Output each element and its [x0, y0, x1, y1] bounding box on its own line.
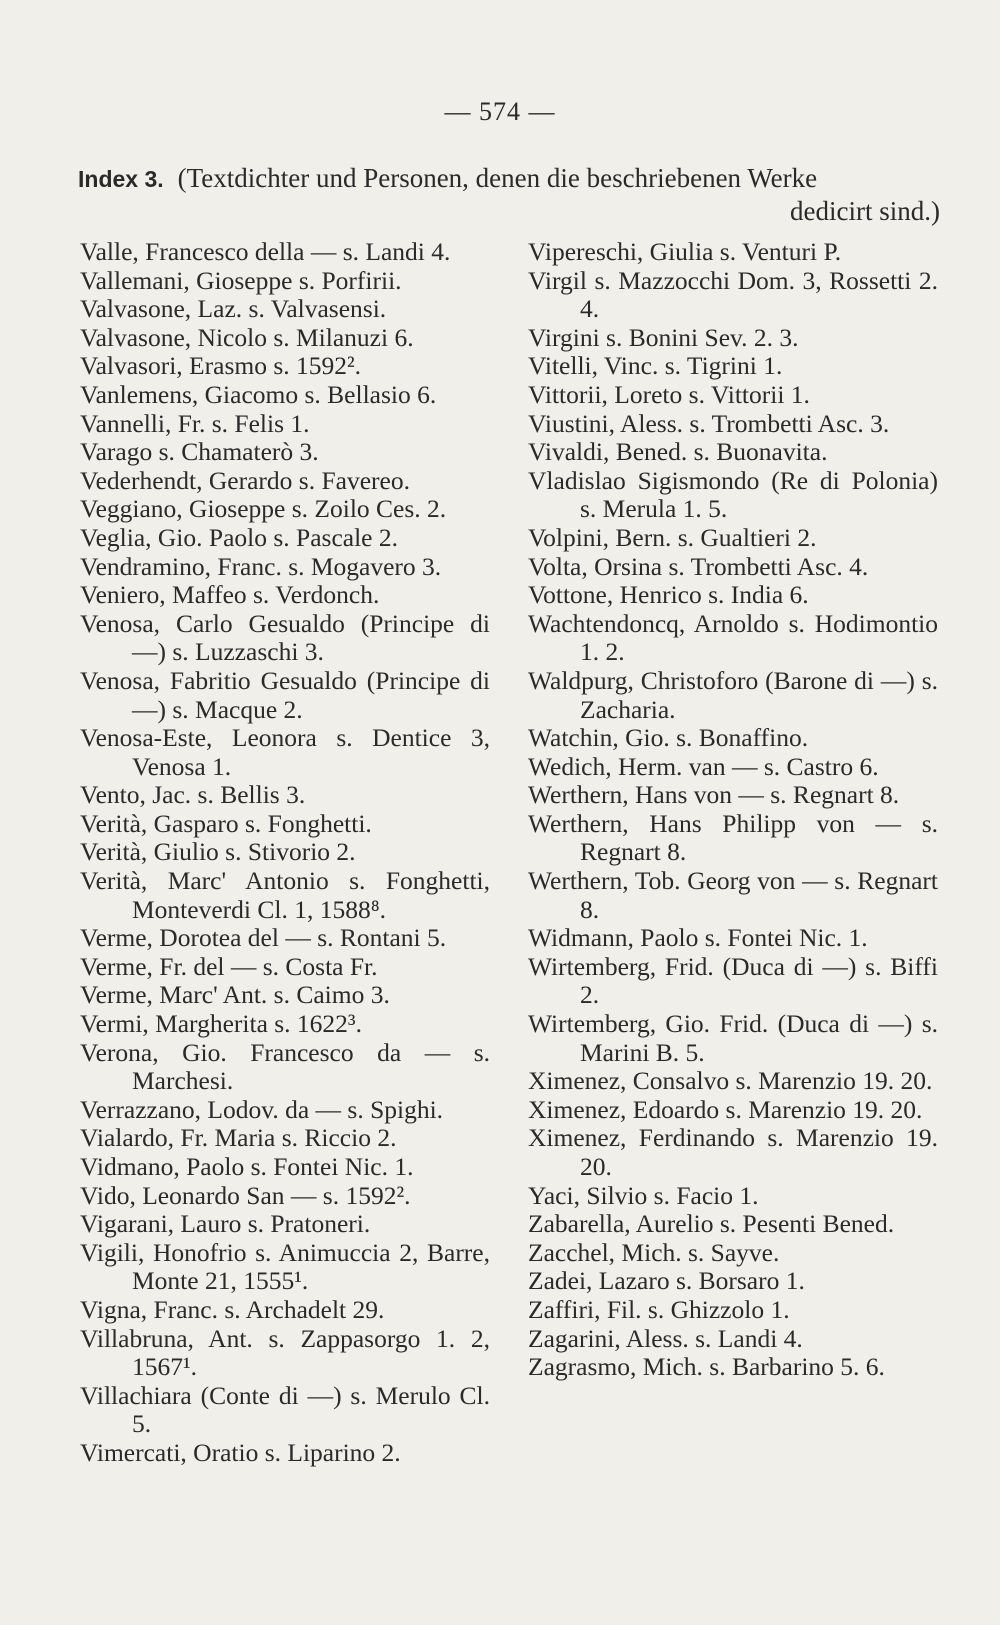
index-entry: Veggiano, Gioseppe s. Zoilo Ces. 2.	[80, 494, 447, 524]
index-entry: Vannelli, Fr. s. Felis 1.	[80, 408, 310, 438]
index-entry: Wachtendoncq, Arnoldo s. Hodimontio 1. 2.	[528, 608, 938, 667]
index-entry: Verona, Gio. Francesco da — s. Marchesi.	[80, 1037, 490, 1096]
index-entry: Vallemani, Gioseppe s. Porfirii.	[80, 265, 402, 295]
index-entry: Vigna, Franc. s. Archadelt 29.	[80, 1294, 385, 1324]
index-entry: Volta, Orsina s. Trombetti Asc. 4.	[528, 551, 869, 581]
right-column	[528, 238, 938, 1382]
index-entry: Verità, Marc' Antonio s. Fonghetti, Monteverdi Cl. 1, 1588⁸.	[80, 866, 490, 924]
index-entry: Virgini s. Bonini Sev. 2. 3.	[528, 322, 799, 352]
index-entry: Zabarella, Aurelio s. Pesenti Bened.	[528, 1209, 895, 1239]
index-entry: Verme, Marc' Ant. s. Caimo 3.	[80, 980, 390, 1010]
index-entry: Vento, Jac. s. Bellis 3.	[80, 780, 306, 810]
index-entry: Veglia, Gio. Paolo s. Pascale 2.	[80, 522, 398, 552]
index-entry: Viustini, Aless. s. Trombetti Asc. 3.	[528, 408, 890, 438]
index-entry: Verità, Gasparo s. Fonghetti.	[80, 808, 372, 838]
index-entry: Zagarini, Aless. s. Landi 4.	[528, 1323, 803, 1353]
index-entry: Villachiara (Conte di —) s. Merulo Cl. 5.	[80, 1380, 490, 1439]
index-entry: Venosa, Carlo Gesualdo (Principe di —) s. Luzzaschi 3.	[80, 608, 490, 667]
index-entry: Vittorii, Loreto s. Vittorii 1.	[528, 379, 810, 409]
index-entry: Vidmano, Paolo s. Fontei Nic. 1.	[80, 1152, 414, 1181]
index-entry: Vigili, Honofrio s. Animuccia 2, Barre, Monte 21, 1555¹.	[80, 1237, 490, 1296]
index-heading	[78, 162, 940, 227]
index-entry: Venosa-Este, Leonora s. Dentice 3, Venosa 1.	[80, 723, 490, 781]
index-entry: Varago s. Chamaterò 3.	[80, 437, 319, 467]
index-entry: Verme, Dorotea del — s. Rontani 5.	[80, 923, 447, 953]
page-number: — 574 —	[444, 97, 556, 126]
index-entry: Valvasone, Nicolo s. Milanuzi 6.	[80, 322, 414, 352]
index-entry: Venosa, Fabritio Gesualdo (Principe di —) s. Macque 2.	[80, 665, 490, 724]
heading-line-1	[78, 162, 940, 195]
index-entry: Werthern, Hans Philipp von — s. Regnart 8.	[528, 808, 938, 867]
index-entry: Volpini, Bern. s. Gualtieri 2.	[528, 522, 817, 552]
index-entry: Vederhendt, Gerardo s. Favereo.	[80, 465, 410, 495]
index-entry: Vendramino, Franc. s. Mogavero 3.	[80, 551, 442, 581]
index-entry: Vitelli, Vinc. s. Tigrini 1.	[528, 351, 783, 381]
index-entry: Waldpurg, Christoforo (Barone di —) s. Zacharia.	[528, 665, 938, 724]
index-entry: Ximenez, Edoardo s. Marenzio 19. 20.	[528, 1094, 923, 1124]
index-entry: Zadei, Lazaro s. Borsaro 1.	[528, 1266, 805, 1296]
index-entry: Verrazzano, Lodov. da — s. Spighi.	[80, 1094, 444, 1124]
heading-text: (Textdichter und Personen, denen die beschriebenen Werke	[177, 163, 818, 193]
index-entry: Widmann, Paolo s. Fontei Nic. 1.	[528, 923, 868, 953]
index-entry: Valvasone, Laz. s. Valvasensi.	[80, 294, 387, 324]
index-entry: Villabruna, Ant. s. Zappasorgo 1. 2, 1567¹.	[80, 1323, 490, 1382]
index-entry: Veniero, Maffeo s. Verdonch.	[80, 580, 380, 610]
index-entry: Ximenez, Ferdinando s. Marenzio 19. 20.	[528, 1123, 938, 1181]
left-column	[80, 238, 490, 1468]
index-entry: Verità, Giulio s. Stivorio 2.	[80, 837, 356, 867]
index-entry: Ximenez, Consalvo s. Marenzio 19. 20.	[528, 1066, 933, 1096]
index-entry: Vialardo, Fr. Maria s. Riccio 2.	[80, 1123, 397, 1153]
index-entry: Valvasori, Erasmo s. 1592².	[80, 351, 362, 381]
index-label: Index 3.	[78, 166, 164, 192]
index-entry: Zacchel, Mich. s. Sayve.	[528, 1237, 780, 1267]
index-entry: Vigarani, Lauro s. Pratoneri.	[80, 1209, 371, 1239]
index-entry: Verme, Fr. del — s. Costa Fr.	[80, 951, 378, 981]
index-entry: Vido, Leonardo San — s. 1592².	[80, 1180, 411, 1210]
index-entry: Vimercati, Oratio s. Liparino 2.	[80, 1437, 401, 1467]
index-entry: Vottone, Henrico s. India 6.	[528, 580, 809, 610]
index-entry: Virgil s. Mazzocchi Dom. 3, Rossetti 2. 4.	[528, 265, 938, 324]
index-entry: Vivaldi, Bened. s. Buonavita.	[528, 437, 828, 467]
index-entry: Werthern, Hans von — s. Regnart 8.	[528, 780, 900, 810]
index-entry: Vermi, Margherita s. 1622³.	[80, 1009, 362, 1039]
heading-line-2: dedicirt sind.)	[790, 196, 940, 226]
index-entry: Watchin, Gio. s. Bonaffino.	[528, 723, 809, 753]
index-entry: Zagrasmo, Mich. s. Barbarino 5. 6.	[528, 1352, 885, 1382]
index-entry: Wirtemberg, Gio. Frid. (Duca di —) s. Marini B. 5.	[528, 1009, 938, 1067]
index-entry: Vipereschi, Giulia s. Venturi P.	[528, 237, 842, 266]
index-entry: Werthern, Tob. Georg von — s. Regnart 8.	[528, 866, 938, 924]
index-entry: Yaci, Silvio s. Facio 1.	[528, 1180, 759, 1210]
index-entry: Vanlemens, Giacomo s. Bellasio 6.	[80, 379, 437, 409]
index-entry: Valle, Francesco della — s. Landi 4.	[80, 237, 451, 266]
index-entry: Wedich, Herm. van — s. Castro 6.	[528, 751, 879, 781]
index-entry: Wirtemberg, Frid. (Duca di —) s. Biffi 2.	[528, 951, 938, 1010]
index-entry: Zaffiri, Fil. s. Ghizzolo 1.	[528, 1294, 790, 1324]
index-entry: Vladislao Sigismondo (Re di Polonia) s. Merula 1. 5.	[528, 465, 938, 524]
